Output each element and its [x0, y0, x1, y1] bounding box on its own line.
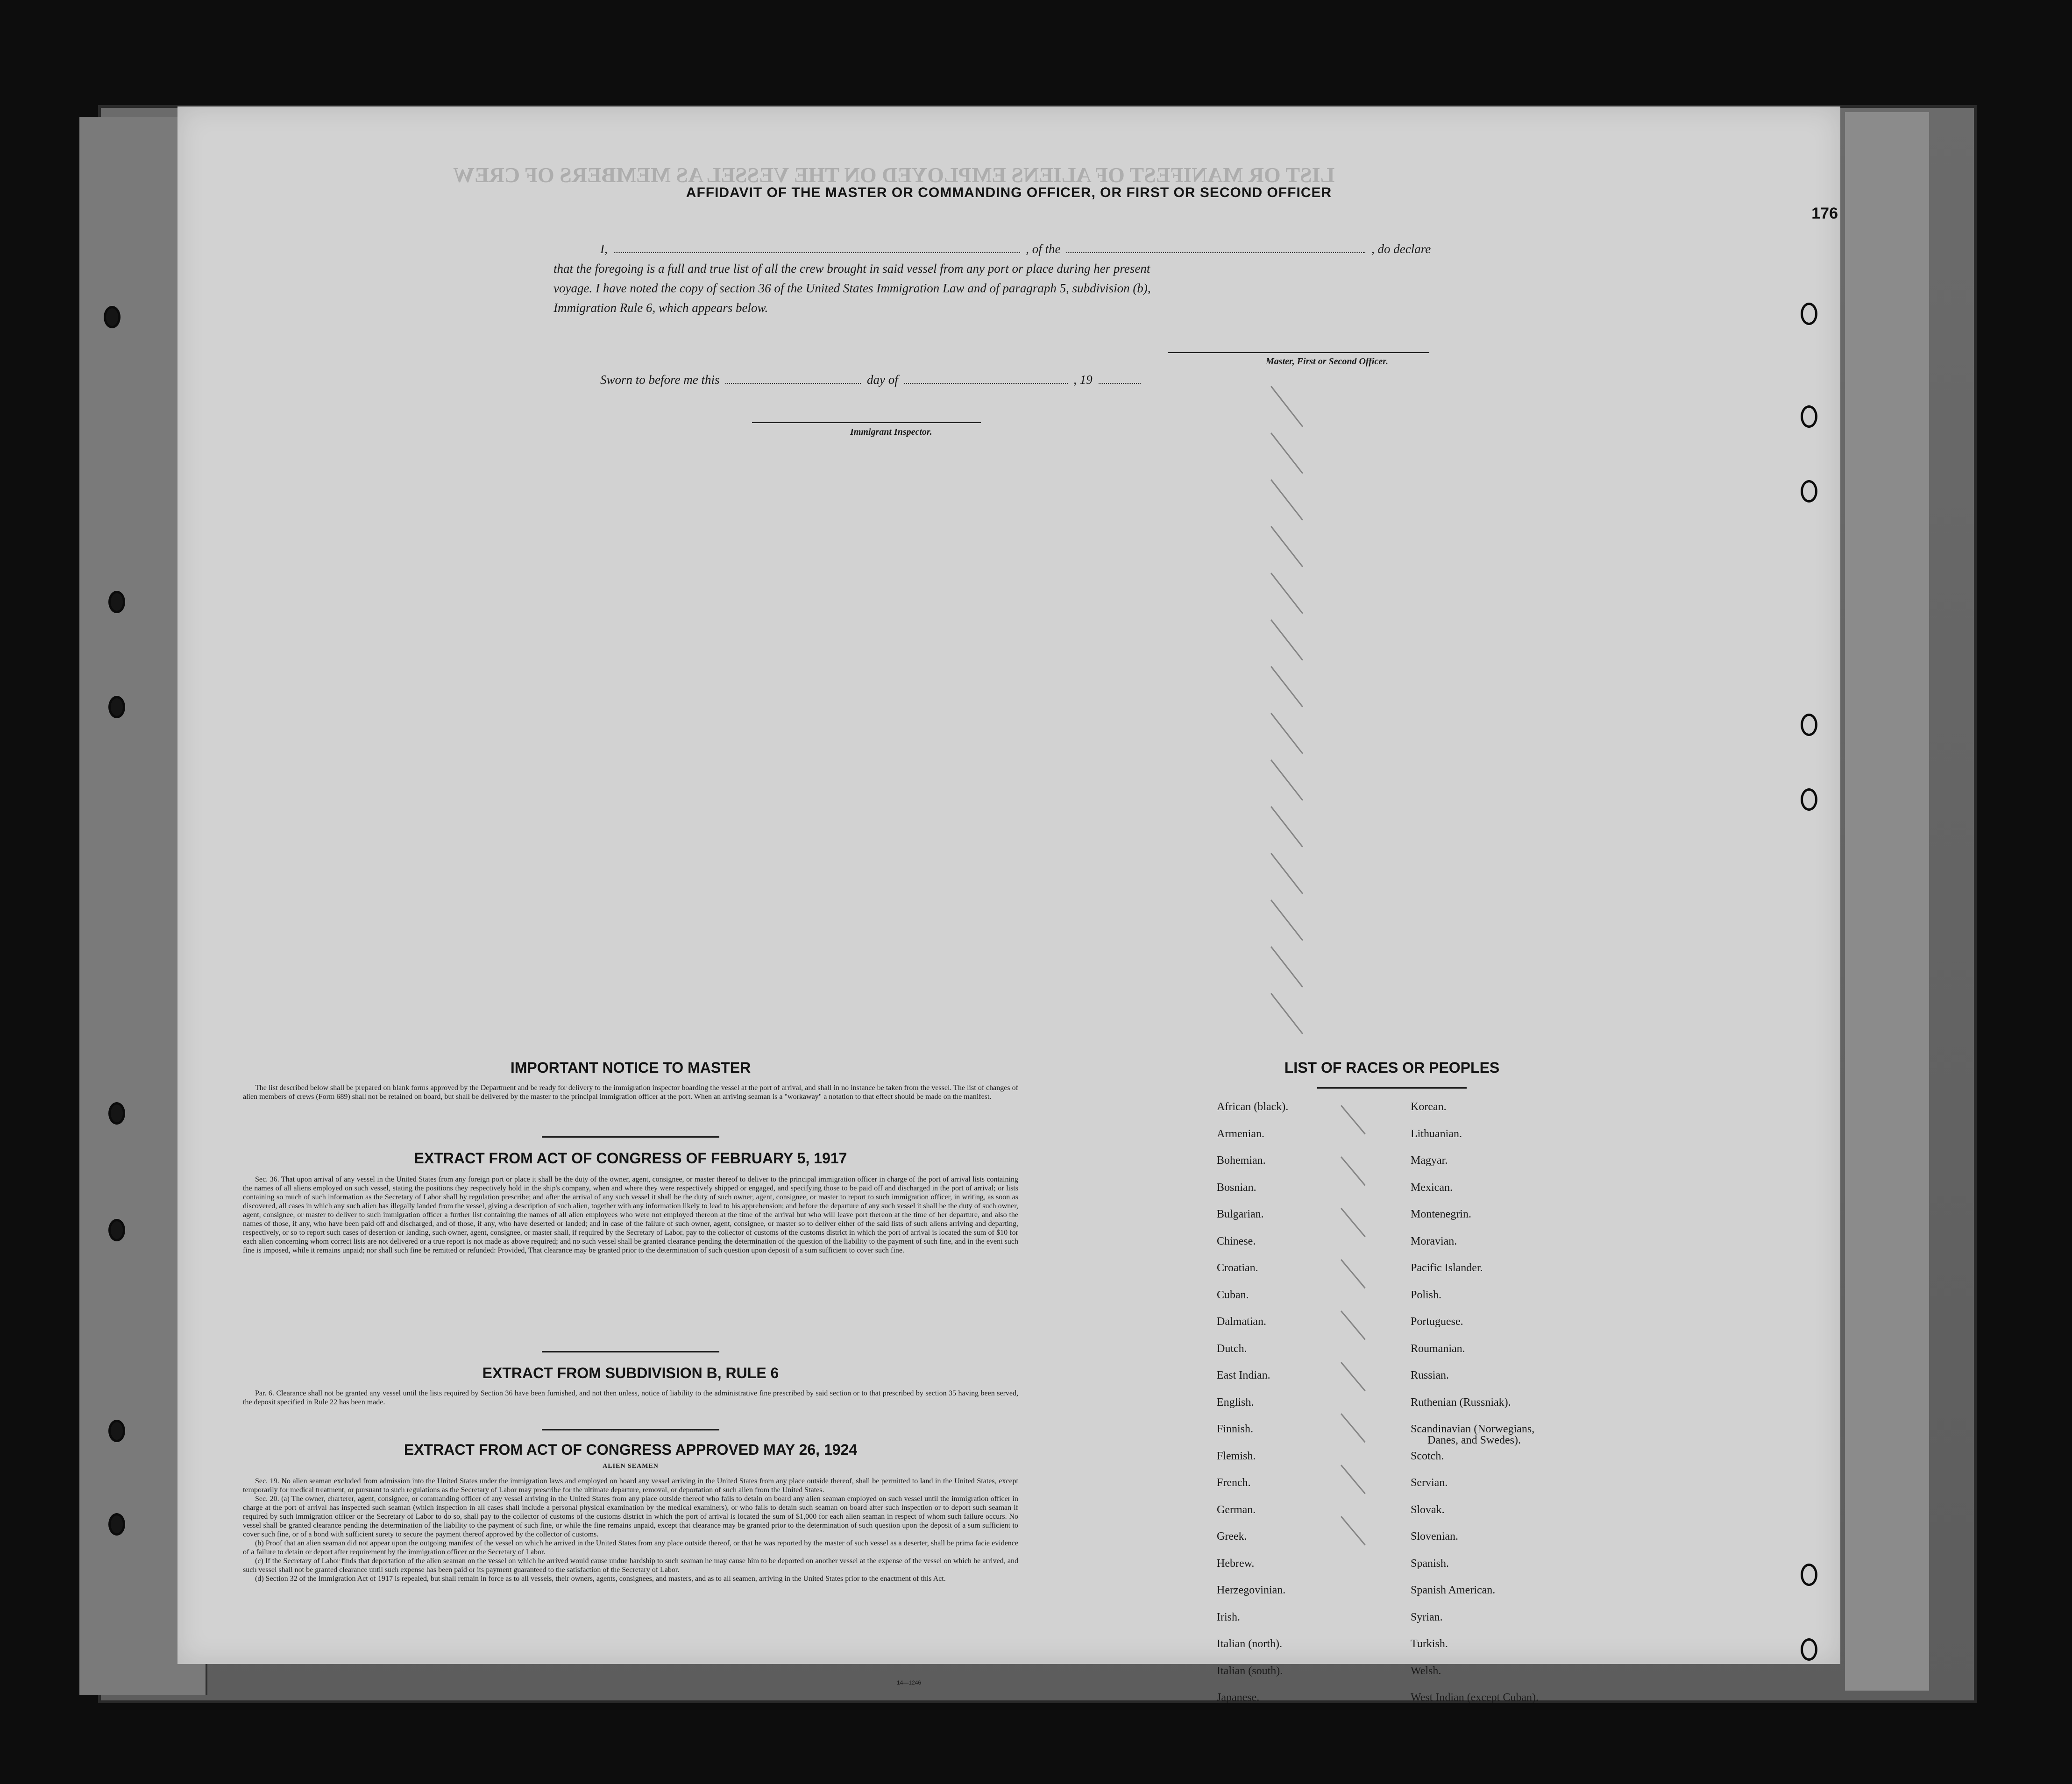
- pencil-check-mark: [1270, 526, 1303, 567]
- binding-hole: [108, 696, 125, 718]
- race-item: Armenian.: [1217, 1127, 1264, 1140]
- extract-rule6-heading: EXTRACT FROM SUBDIVISION B, RULE 6: [482, 1365, 779, 1381]
- race-item: Hebrew.: [1217, 1557, 1255, 1570]
- pencil-check-mark: [1341, 1465, 1366, 1494]
- vessel-blank: [1066, 252, 1365, 253]
- affidavit-line-2: that the foregoing is a full and true list of all the crew brought in said vessel from any port or place during her present: [553, 262, 1150, 276]
- name-blank: [614, 252, 1020, 253]
- pencil-check-mark: [1270, 899, 1303, 941]
- race-item: Bosnian.: [1217, 1181, 1256, 1194]
- affidavit-line-4: Immigration Rule 6, which appears below.: [553, 301, 768, 315]
- extract-1924-sec20b: (b) Proof that an alien seaman did not appear upon the outgoing manifest of the vessel on which he arrived in the United States from any place outside thereof, or that he was reported by the master of such vessel as a deserter, shall be prima facie evidence of a failure to detain or deport after requirement by the immigration officer or the Secretary of Labor.: [243, 1539, 1018, 1556]
- race-item: Ruthenian (Russniak).: [1411, 1396, 1511, 1409]
- affidavit-declare: , do declare: [1371, 242, 1431, 256]
- year-blank: [1099, 383, 1141, 384]
- extract-1917-paragraph: Sec. 36. That upon arrival of any vessel in the United States from any foreign port or place it shall be the duty of the owner, agent, consignee, or master thereof to deliver to the principal immigration officer in charge of the port of arrival lists containing the names of all aliens employed on such vessel, stating the positions they respectively hold in the ship's company, when and where they were respectively shipped or engaged, and specifying those to be paid off and discharged in the port of arrival; or lists containing so much of such information as the Secretary of Labor shall by regulation prescribe; and after the arrival of any such vessel it shall be the duty of such owner, agent, consignee, or master to report to such immigration officer, in writing, as soon as discovered, all cases in which any such alien has illegally landed from the vessel, giving a description of such alien, together with any information likely to lead to his apprehension; and before the departure of any such vessel it shall be the duty of such owner, agent, consignee, or master to deliver to such immigration officer a further list containing the names of all alien employees who were not employed thereon at the time of the arrival but who will leave port thereon at the time of her departure, and also the names of those, if any, who have been paid off and discharged, and of those, if any, who have deserted or landed; and in case of the failure of such owner, agent, consignee, or master so to deliver either of the said lists of such aliens arriving and departing, respectively, or so to report such cases of desertion or landing, such owner, agent, consignee, or master shall, if required by the Secretary of Labor, pay to the collector of customs of the customs district in which the port of arrival is located the sum of $10 for each alien concerning whom correct lists are not delivered or a true report is not made as above required; and no such vessel shall be granted clearance pending the determination of the question of the liability to the payment of such fine, and in the event such fine is imposed, while it remains unpaid; nor shall such fine be remitted or refunded: Provided, That clearance may be granted prior to the determination of such question upon deposit of a sum sufficient to cover such fine.: [243, 1175, 1018, 1254]
- pencil-check-mark: [1270, 853, 1303, 894]
- pencil-check-mark: [1270, 993, 1303, 1034]
- affidavit-line-3: voyage. I have noted the copy of section 36 of the United States Immigration Law and of paragraph 5, subdivision (b),: [553, 281, 1151, 295]
- pencil-check-mark: [1270, 759, 1303, 801]
- pencil-check-mark: [1341, 1362, 1366, 1391]
- race-item: Croatian.: [1217, 1262, 1258, 1274]
- pencil-check-mark: [1270, 573, 1303, 614]
- race-item: Spanish.: [1411, 1557, 1449, 1570]
- extract-1924-sec19: Sec. 19. No alien seaman excluded from admission into the United States under the immigration laws and employed on board any vessel arriving in the United States from any place outside thereof, shall be permitted to land in the United States, except temporarily for medical treatment, or pursuant to such regulations as the Secretary of Labor may prescribe for the ultimate departure, removal, or deportation of such alien from the United States.: [243, 1477, 1018, 1494]
- race-item: Italian (south).: [1217, 1664, 1283, 1677]
- extract-rule6-paragraph: Par. 6. Clearance shall not be granted any vessel until the lists required by Section 36 have been furnished, and not then unless, notice of liability to the administrative fine prescribed by said section or to that prescribed by section 35 having been served, the deposit specified in Rule 22 has been made.: [243, 1389, 1018, 1406]
- race-item: Portuguese.: [1411, 1316, 1463, 1328]
- notice-heading: IMPORTANT NOTICE TO MASTER: [510, 1059, 751, 1076]
- race-item: Korean.: [1411, 1101, 1447, 1113]
- month-blank: [904, 383, 1068, 384]
- race-item: Scotch.: [1411, 1450, 1444, 1462]
- binding-hole: [1801, 480, 1817, 503]
- section-divider: [542, 1136, 719, 1138]
- binding-hole: [1801, 788, 1817, 811]
- race-item: Russian.: [1411, 1369, 1449, 1381]
- day-blank: [725, 383, 861, 384]
- inspector-caption: Immigrant Inspector.: [850, 427, 932, 437]
- race-item: Pacific Islander.: [1411, 1262, 1483, 1274]
- form-number: 14—1246: [897, 1679, 922, 1686]
- race-item: Moravian.: [1411, 1235, 1457, 1247]
- race-item: Dalmatian.: [1217, 1316, 1266, 1328]
- binding-hole: [104, 306, 121, 328]
- races-left-column: [1217, 1101, 1288, 1719]
- race-item: Herzegovinian.: [1217, 1584, 1286, 1596]
- pencil-check-mark: [1270, 619, 1303, 661]
- race-item: Italian (north).: [1217, 1638, 1282, 1650]
- binding-hole: [108, 1102, 125, 1125]
- notice-paragraph: The list described below shall be prepared on blank forms approved by the Department and be ready for delivery to the immigration inspector boarding the vessel at the port of arrival, and shall in no instance be taken from the vessel. The list of changes of alien members of crews (Form 689) shall not be retained on board, but shall be delivered by the master to the principal immigration officer at the port. When an arriving seaman is a "workaway" a notation to that effect should be made on the manifest.: [243, 1084, 1018, 1101]
- pencil-check-mark: [1270, 713, 1303, 754]
- sworn-line: [600, 373, 1143, 387]
- race-item: Greek.: [1217, 1530, 1247, 1543]
- race-item: Mexican.: [1411, 1181, 1453, 1194]
- races-right-column: [1411, 1101, 1539, 1719]
- race-item: Japanese.: [1217, 1692, 1260, 1704]
- race-item: Bulgarian.: [1217, 1208, 1264, 1220]
- binding-hole: [1801, 1638, 1817, 1661]
- race-item: Lithuanian.: [1411, 1127, 1462, 1140]
- affidavit-line-1: [600, 242, 1431, 256]
- race-item: Roumanian.: [1411, 1342, 1465, 1355]
- race-item: East Indian.: [1217, 1369, 1270, 1381]
- extract-1917-text: [243, 1175, 1018, 1255]
- section-divider: [1317, 1087, 1467, 1089]
- pencil-check-mark: [1341, 1105, 1366, 1134]
- right-page-edge: [1845, 112, 1929, 1691]
- pencil-check-mark: [1270, 806, 1303, 848]
- pencil-check-mark: [1341, 1310, 1366, 1340]
- race-item: Finnish.: [1217, 1423, 1254, 1435]
- race-item: German.: [1217, 1503, 1256, 1516]
- race-item: African (black).: [1217, 1101, 1289, 1113]
- notice-text: [243, 1083, 1018, 1101]
- race-item: Turkish.: [1411, 1638, 1448, 1650]
- pencil-check-mark: [1270, 946, 1303, 988]
- extract-1917-heading: EXTRACT FROM ACT OF CONGRESS OF FEBRUARY 5, 1917: [414, 1150, 847, 1167]
- binding-hole: [1801, 405, 1817, 428]
- race-item: Flemish.: [1217, 1450, 1256, 1462]
- pencil-check-mark: [1341, 1413, 1366, 1443]
- page-number: 176: [1811, 205, 1838, 222]
- race-item-continuation: Danes, and Swedes).: [1427, 1434, 1521, 1446]
- race-item: Spanish American.: [1411, 1584, 1496, 1596]
- pencil-check-mark: [1341, 1259, 1366, 1288]
- pencil-check-mark: [1270, 432, 1303, 474]
- race-item: Irish.: [1217, 1611, 1240, 1623]
- race-item: English.: [1217, 1396, 1254, 1409]
- race-item: Syrian.: [1411, 1611, 1443, 1623]
- binding-hole: [1801, 714, 1817, 736]
- day-of-text: day of: [867, 373, 898, 387]
- race-item: Cuban.: [1217, 1288, 1249, 1301]
- extract-1924-sec20d: (d) Section 32 of the Immigration Act of 1917 is repealed, but shall remain in force as to all vessels, their owners, agents, consignees, and masters, and as to all seamen, arriving in the United States prior to the enactment of this Act.: [255, 1575, 946, 1583]
- section-divider: [542, 1429, 719, 1430]
- alien-seamen-subheading: ALIEN SEAMEN: [603, 1463, 659, 1470]
- race-item: Montenegrin.: [1411, 1208, 1471, 1220]
- race-item: Slovak.: [1411, 1503, 1445, 1516]
- race-item: French.: [1217, 1477, 1251, 1489]
- inspector-signature-line: [752, 422, 981, 423]
- extract-1924-sec20c: (c) If the Secretary of Labor finds that deportation of the alien seaman on the vessel on which he arrived would cause undue hardship to such seaman he may cause him to be deported on another vessel at the expense of the vessel on which he arrived, and such vessel shall not be granted clearance until such expense has been paid or its payment guaranteed to the satisfaction of the Secretary of Labor.: [243, 1557, 1018, 1574]
- binding-hole: [108, 591, 125, 613]
- race-item: Scandinavian (Norwegians, Danes, and Swedes).: [1411, 1423, 1539, 1451]
- pencil-check-mark: [1270, 479, 1303, 521]
- binding-hole: [1801, 303, 1817, 325]
- binding-hole: [108, 1219, 125, 1241]
- extract-1924-text: [243, 1477, 1018, 1583]
- pencil-check-mark: [1341, 1516, 1366, 1545]
- binding-hole: [108, 1420, 125, 1442]
- binding-hole: [1801, 1564, 1817, 1586]
- pencil-check-mark: [1270, 386, 1303, 427]
- affidavit-title: AFFIDAVIT OF THE MASTER OR COMMANDING OFFICER, OR FIRST OR SECOND OFFICER: [686, 185, 1332, 200]
- binding-hole: [108, 1513, 125, 1536]
- race-item: Polish.: [1411, 1288, 1442, 1301]
- bleed-through-text: LIST OR MANIFEST OF ALIENS EMPLOYED ON THE VESSEL AS MEMBERS OF CREW: [453, 163, 1335, 187]
- race-item: Bohemian.: [1217, 1154, 1266, 1167]
- master-signature-line: [1168, 352, 1429, 353]
- affidavit-of-the: , of the: [1026, 242, 1061, 256]
- section-divider: [542, 1351, 719, 1352]
- race-item: Magyar.: [1411, 1154, 1448, 1167]
- extract-1924-sec20a: Sec. 20. (a) The owner, charterer, agent, consignee, or commanding officer of any vessel arriving in the United States from any place outside thereof who fails to detain on board any alien seaman employed on such vessel until the immigration officer in charge at the port of arrival has inspected such seaman (which inspection in all cases shall include a personal physical examination by the medical examiners), or who fails to detain such seaman on board after such inspection or to deport such seaman if required by such immigration officer or the Secretary of Labor to do so, shall pay to the collector of customs of the customs district in which the port of arrival is located the sum of $1,000 for each alien seaman in respect of whom such failure occurs. No vessel shall be granted clearance pending the determination of the liability to the payment of such fine, or while the fine remains unpaid, except that clearance may be granted prior to the determination of such question upon the deposit of a sum sufficient to cover such fine, or of a bond with sufficient surety to secure the payment thereof approved by the collector of customs.: [243, 1495, 1018, 1538]
- extract-1924-heading: EXTRACT FROM ACT OF CONGRESS APPROVED MAY 26, 1924: [404, 1441, 858, 1458]
- race-item: Welsh.: [1411, 1664, 1441, 1677]
- master-caption: Master, First or Second Officer.: [1266, 356, 1388, 367]
- sworn-text: Sworn to before me this: [600, 373, 720, 387]
- pencil-check-mark: [1341, 1156, 1366, 1186]
- year-prefix: , 19: [1073, 373, 1093, 387]
- race-item: West Indian (except Cuban).: [1411, 1692, 1539, 1704]
- affidavit-i: I,: [600, 242, 608, 256]
- form-sheet: [177, 106, 1840, 1704]
- pencil-check-mark: [1270, 666, 1303, 708]
- race-item: Chinese.: [1217, 1235, 1256, 1247]
- races-heading: LIST OF RACES OR PEOPLES: [1284, 1059, 1500, 1076]
- race-item: Slovenian.: [1411, 1530, 1458, 1543]
- extract-rule6-text: [243, 1389, 1018, 1407]
- race-item: Dutch.: [1217, 1342, 1247, 1355]
- pencil-check-mark: [1341, 1208, 1366, 1237]
- race-item: Servian.: [1411, 1477, 1448, 1489]
